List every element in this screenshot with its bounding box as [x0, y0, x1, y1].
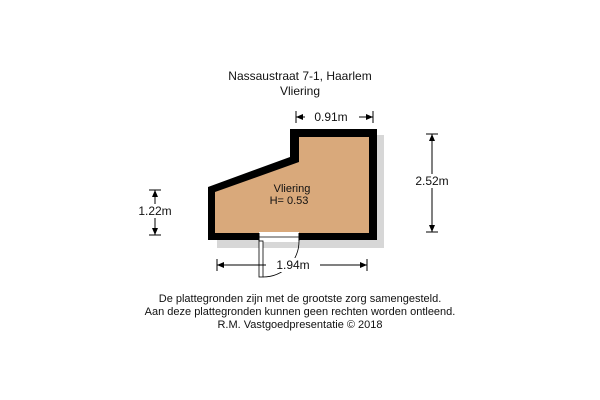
dimension-bottom [217, 258, 367, 272]
dimension-left [128, 190, 182, 235]
dimension-bottom-label: 1.94m [276, 258, 310, 272]
room-height: H= 0.53 [269, 195, 309, 207]
dimension-top [296, 110, 373, 124]
dimension-right [406, 134, 460, 232]
room-name: Vliering [273, 183, 311, 195]
dimension-left-label: 1.22m [138, 204, 172, 218]
dimension-top-label: 0.91m [314, 110, 348, 124]
disclaimer-line-1: De plattegronden zijn met de grootste zorg samengesteld. [158, 293, 442, 305]
door-leaf [259, 241, 263, 277]
dimension-right-label: 2.52m [415, 174, 449, 188]
plan-floor-label: Vliering [279, 84, 321, 98]
plan-address: Nassaustraat 7-1, Haarlem [228, 69, 372, 83]
disclaimer-line-2: Aan deze plattegronden kunnen geen rechten worden ontleend. [144, 306, 456, 318]
copyright-line: R.M. Vastgoedpresentatie © 2018 [217, 319, 383, 331]
